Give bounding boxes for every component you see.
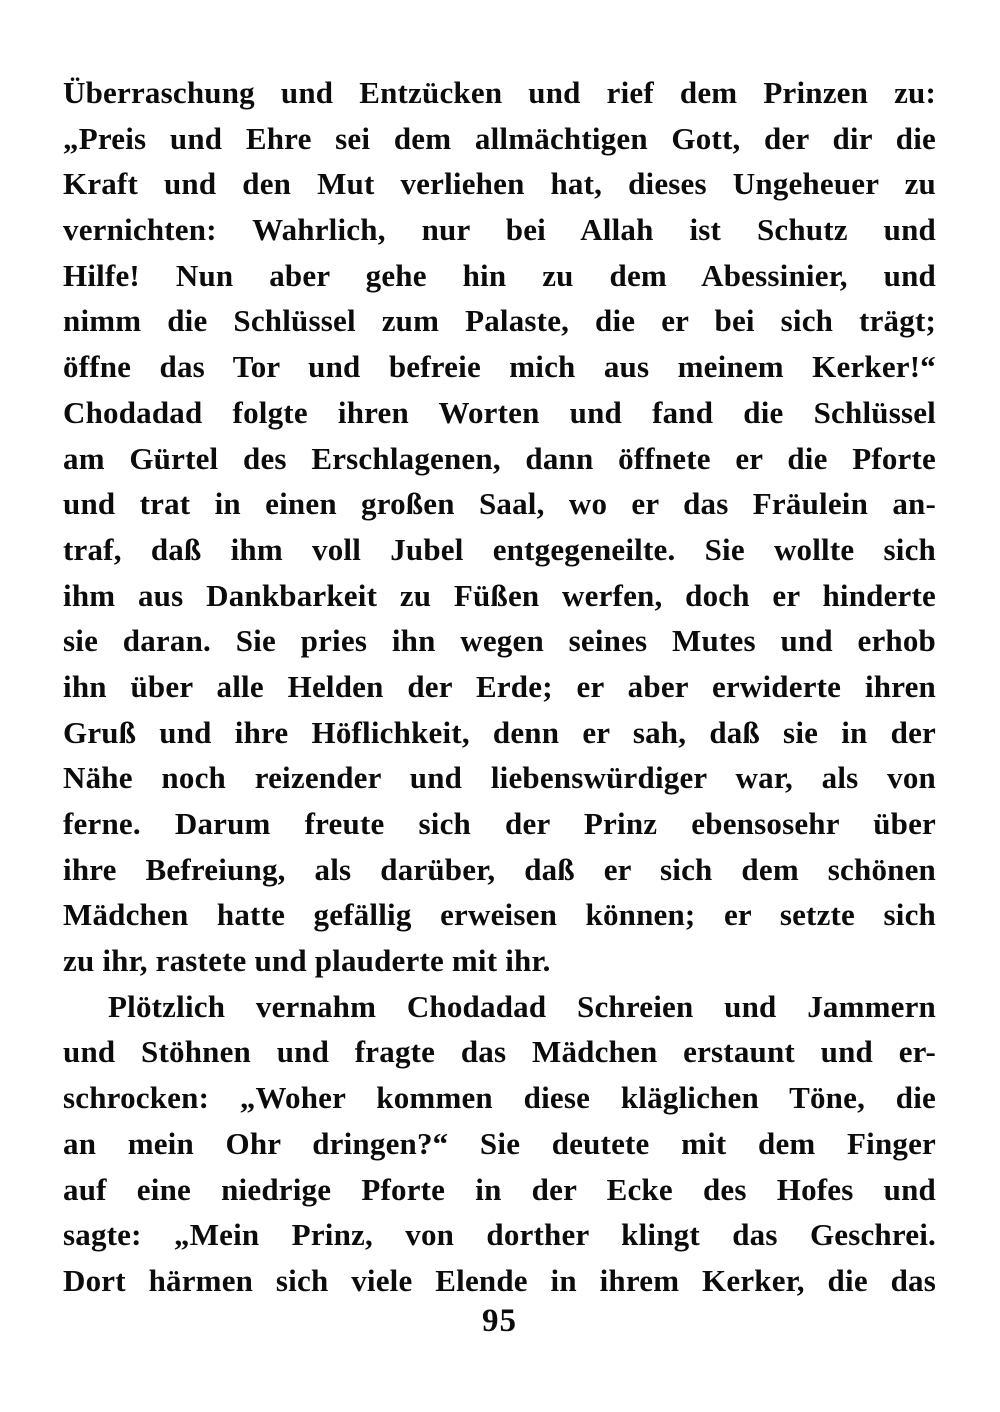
text-line: Hilfe! Nun aber gehe hin zu dem Abessinier, und (63, 257, 936, 293)
text-line: Nähe noch reizender und liebenswürdiger war, als von (63, 760, 936, 796)
text-line: und Stöhnen und fragte das Mädchen erstaunt und er- (63, 1034, 936, 1070)
text-line: Kraft und den Mut verliehen hat, dieses Ungeheuer zu (63, 166, 936, 202)
text-line: öffne das Tor und befreie mich aus meinem Kerker!“ (63, 349, 936, 385)
text-line: und trat in einen großen Saal, wo er das Fräulein an- (63, 486, 936, 522)
text-line: Gruß und ihre Höflichkeit, denn er sah, daß sie in der (63, 714, 936, 750)
text-line: zu ihr, rastete und plauderte mit ihr. (63, 943, 551, 979)
text-line: ihm aus Dankbarkeit zu Füßen werfen, doch er hinderte (63, 577, 936, 613)
text-line: an mein Ohr dringen?“ Sie deutete mit dem Finger (63, 1125, 936, 1161)
text-line: Mädchen hatte gefällig erweisen können; er setzte sich (63, 897, 936, 933)
text-line: ferne. Darum freute sich der Prinz ebensosehr über (63, 806, 936, 841)
text-line: Chodadad folgte ihren Worten und fand die Schlüssel (63, 394, 936, 430)
text-line: schrocken: „Woher kommen diese kläglichen Töne, die (63, 1080, 936, 1116)
text-line: ihn über alle Helden der Erde; er aber erwiderte ihren (63, 668, 936, 704)
text-line: „Preis und Ehre sei dem allmächtigen Gott, der dir die (63, 120, 936, 156)
text-line: traf, daß ihm voll Jubel entgegeneilte. Sie wollte sich (63, 531, 936, 567)
text-line: vernichten: Wahrlich, nur bei Allah ist Schutz und (63, 212, 936, 248)
text-line: nimm die Schlüssel zum Palaste, die er bei sich trägt; (63, 303, 936, 339)
text-line: sagte: „Mein Prinz, von dorther klingt das Geschrei. (63, 1217, 936, 1253)
page-number: 95 (482, 1303, 517, 1339)
text-line: auf eine niedrige Pforte in der Ecke des Hofes und (63, 1171, 936, 1207)
text-line: am Gürtel des Erschlagenen, dann öffnete er die Pforte (63, 440, 936, 476)
text-line: ihre Befreiung, als darüber, daß er sich dem schönen (63, 851, 936, 887)
text-line: Dort härmen sich viele Elende in ihrem Kerker, die das (63, 1262, 936, 1298)
text-line: Überraschung und Entzücken und rief dem Prinzen zu: (63, 75, 936, 110)
text-line: sie daran. Sie pries ihn wegen seines Mutes und erhob (63, 623, 936, 659)
text-line: Plötzlich vernahm Chodadad Schreien und Jammern (108, 988, 936, 1024)
text-block (63, 70, 936, 1304)
